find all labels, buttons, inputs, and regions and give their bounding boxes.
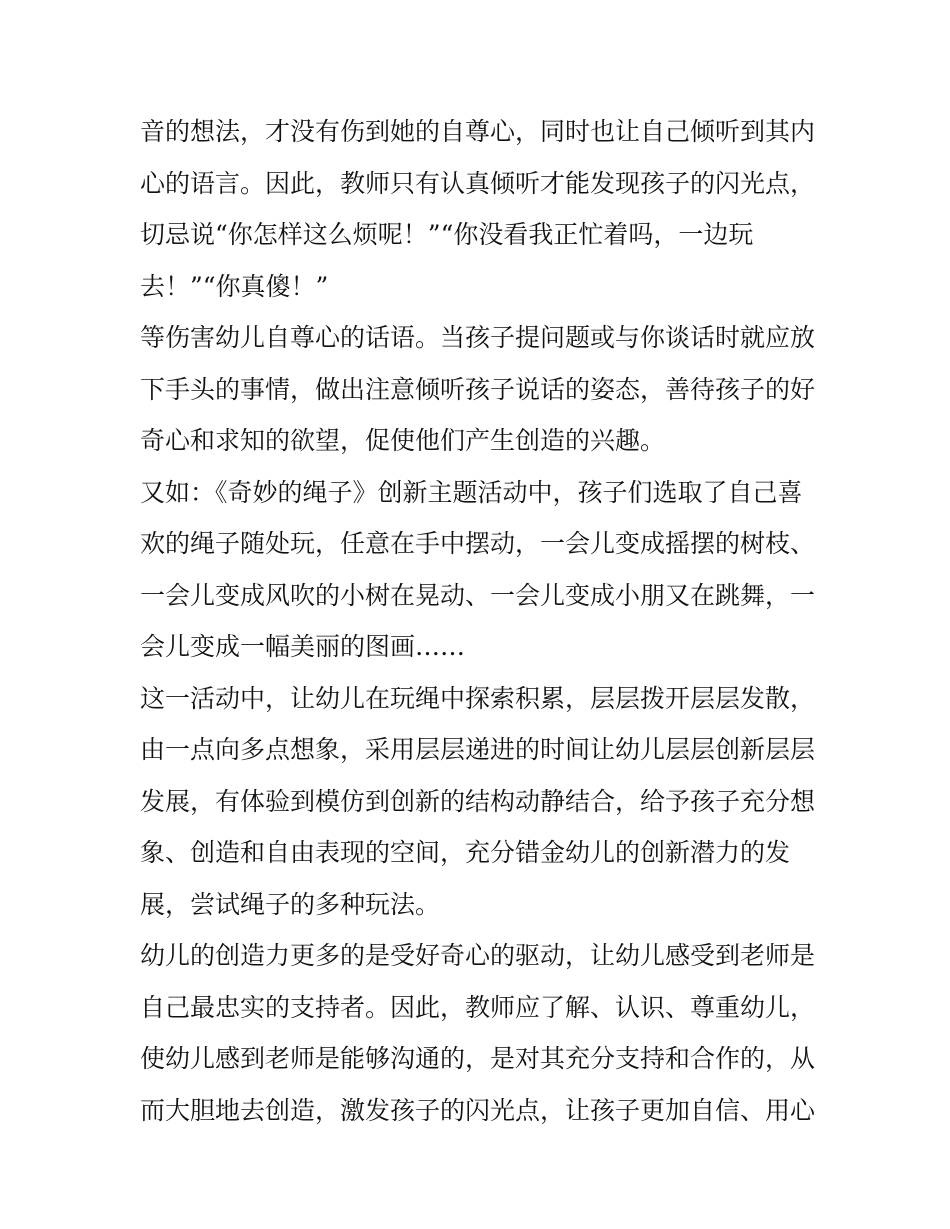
text-line: 等伤害幼儿自尊心的话语。当孩子提问题或与你谈话时就应放	[140, 323, 816, 352]
text-line: 欢的绳子随处玩，任意在手中摆动，一会儿变成摇摆的树枝、	[140, 529, 816, 558]
text-line: 而大胆地去创造，激发孩子的闪光点，让孩子更加自信、用心	[140, 1095, 816, 1125]
text-line: 会儿变成一幅美丽的图画……	[140, 632, 466, 661]
text-line: 奇心和求知的欲望，促使他们产生创造的兴趣。	[140, 426, 666, 455]
text-line: 心的语言。因此，教师只有认真倾听才能发现孩子的闪光点，	[140, 168, 816, 198]
text-line: 幼儿的创造力更多的是受好奇心的驱动，让幼儿感受到老师是	[140, 941, 816, 970]
text-line: 一会儿变成风吹的小树在晃动、一会儿变成小朋又在跳舞，一	[140, 580, 816, 610]
text-line: 又如：《奇妙的绳子》创新主题活动中，孩子们选取了自己喜	[140, 477, 803, 507]
text-line: 象、创造和自由表现的空间，充分错金幼儿的创新潜力的发	[140, 838, 791, 867]
text-line: 由一点向多点想象，采用层层递进的时间让幼儿层层创新层层	[140, 735, 816, 764]
text-line: 自己最忠实的支持者。因此，教师应了解、认识、尊重幼儿，	[140, 992, 816, 1022]
text-line: 去！”“你真傻！”	[140, 271, 329, 301]
text-line: 音的想法，才没有伤到她的自尊心，同时也让自己倾听到其内	[140, 117, 816, 146]
text-line: 切忌说“你怎样这么烦呢！”“你没看我正忙着吗，一边玩	[140, 220, 754, 249]
text-line: 这一活动中，让幼儿在玩绳中探索积累，层层拨开层层发散，	[140, 683, 816, 713]
text-line: 发展，有体验到模仿到创新的结构动静结合，给予孩子充分想	[140, 786, 816, 816]
text-line: 使幼儿感到老师是能够沟通的，是对其充分支持和合作的，从	[140, 1044, 816, 1073]
text-line: 展，尝试绳子的多种玩法。	[140, 889, 441, 919]
body-text	[140, 106, 820, 1136]
text-line: 下手头的事情，做出注意倾听孩子说话的姿态，善待孩子的好	[140, 374, 816, 404]
